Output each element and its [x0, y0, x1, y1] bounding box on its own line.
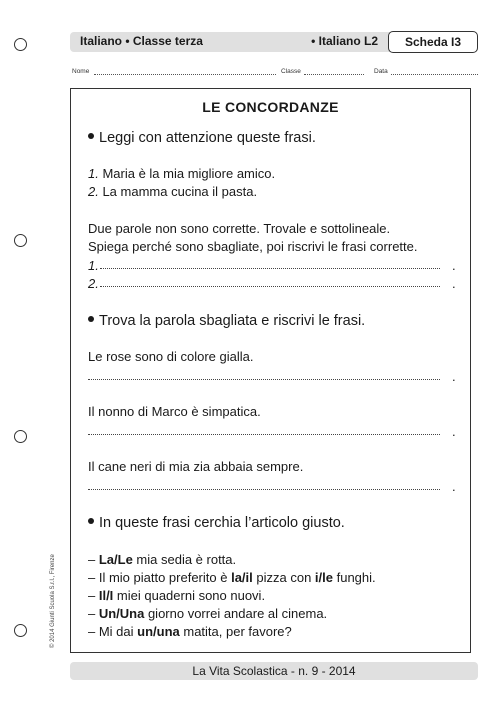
- answer-line[interactable]: .: [88, 424, 458, 438]
- date-label: Data: [374, 68, 388, 75]
- task-3: In queste frasi cerchia l’articolo giusto.: [88, 515, 345, 531]
- article-item: – Mi dai un/una matita, per favore?: [88, 624, 292, 639]
- article-item: – Il/I miei quaderni sono nuovi.: [88, 588, 266, 603]
- answer-line[interactable]: .: [88, 479, 458, 493]
- article-choice[interactable]: Il/I: [98, 588, 114, 603]
- bullet-icon: [88, 316, 94, 322]
- binder-hole-upper-middle: [14, 234, 27, 247]
- article-choice[interactable]: Un/Una: [98, 606, 145, 621]
- header-bar: [70, 32, 478, 52]
- sentence-item: Le rose sono di colore gialla.: [88, 349, 254, 364]
- article-choice[interactable]: un/una: [137, 624, 180, 639]
- sentence-item: Il cane neri di mia zia abbaia sempre.: [88, 459, 304, 474]
- name-label: Nome: [72, 68, 90, 75]
- sheet-badge: Scheda I3: [388, 31, 478, 53]
- answer-line[interactable]: .: [88, 369, 458, 383]
- subject-label: Italiano • Classe terza: [80, 34, 203, 48]
- level-label: • Italiano L2: [311, 34, 378, 48]
- article-choice[interactable]: La/Le: [98, 552, 133, 567]
- name-field[interactable]: [94, 74, 276, 75]
- binder-hole-bottom: [14, 624, 27, 637]
- binder-hole-top: [14, 38, 27, 51]
- footer-bar: La Vita Scolastica - n. 9 - 2014: [70, 662, 478, 680]
- binder-hole-lower-middle: [14, 430, 27, 443]
- sentence-item: Il nonno di Marco è simpatica.: [88, 404, 261, 419]
- article-choice[interactable]: la/il: [231, 570, 253, 585]
- answer-line[interactable]: 1. .: [88, 258, 456, 273]
- bullet-icon: [88, 518, 94, 524]
- bullet-icon: [88, 133, 94, 139]
- sentence-item: 1. Maria è la mia migliore amico.: [88, 166, 276, 181]
- date-field[interactable]: [391, 74, 478, 75]
- task-2: Trova la parola sbagliata e riscrivi le frasi.: [88, 313, 365, 329]
- instruction-text: Spiega perché sono sbagliate, poi riscrivi le frasi corrette.: [88, 239, 418, 254]
- article-item: – Il mio piatto preferito è la/il pizza con i/le funghi.: [88, 570, 376, 585]
- exercise-box: [70, 88, 471, 653]
- copyright-credit: © 2014 Giunti Scuola S.r.l., Firenze: [50, 554, 56, 648]
- instruction-text: Due parole non sono corrette. Trovale e sottolineale.: [88, 221, 391, 236]
- class-label: Classe: [281, 68, 301, 75]
- worksheet-title: LE CONCORDANZE: [202, 99, 339, 115]
- article-item: – La/Le mia sedia è rotta.: [88, 552, 237, 567]
- article-choice[interactable]: i/le: [314, 570, 333, 585]
- task-1: Leggi con attenzione queste frasi.: [88, 130, 316, 146]
- class-field[interactable]: [304, 74, 364, 75]
- article-item: – Un/Una giorno vorrei andare al cinema.: [88, 606, 328, 621]
- answer-line[interactable]: 2. .: [88, 276, 456, 291]
- sentence-item: 2. La mamma cucina il pasta.: [88, 184, 258, 199]
